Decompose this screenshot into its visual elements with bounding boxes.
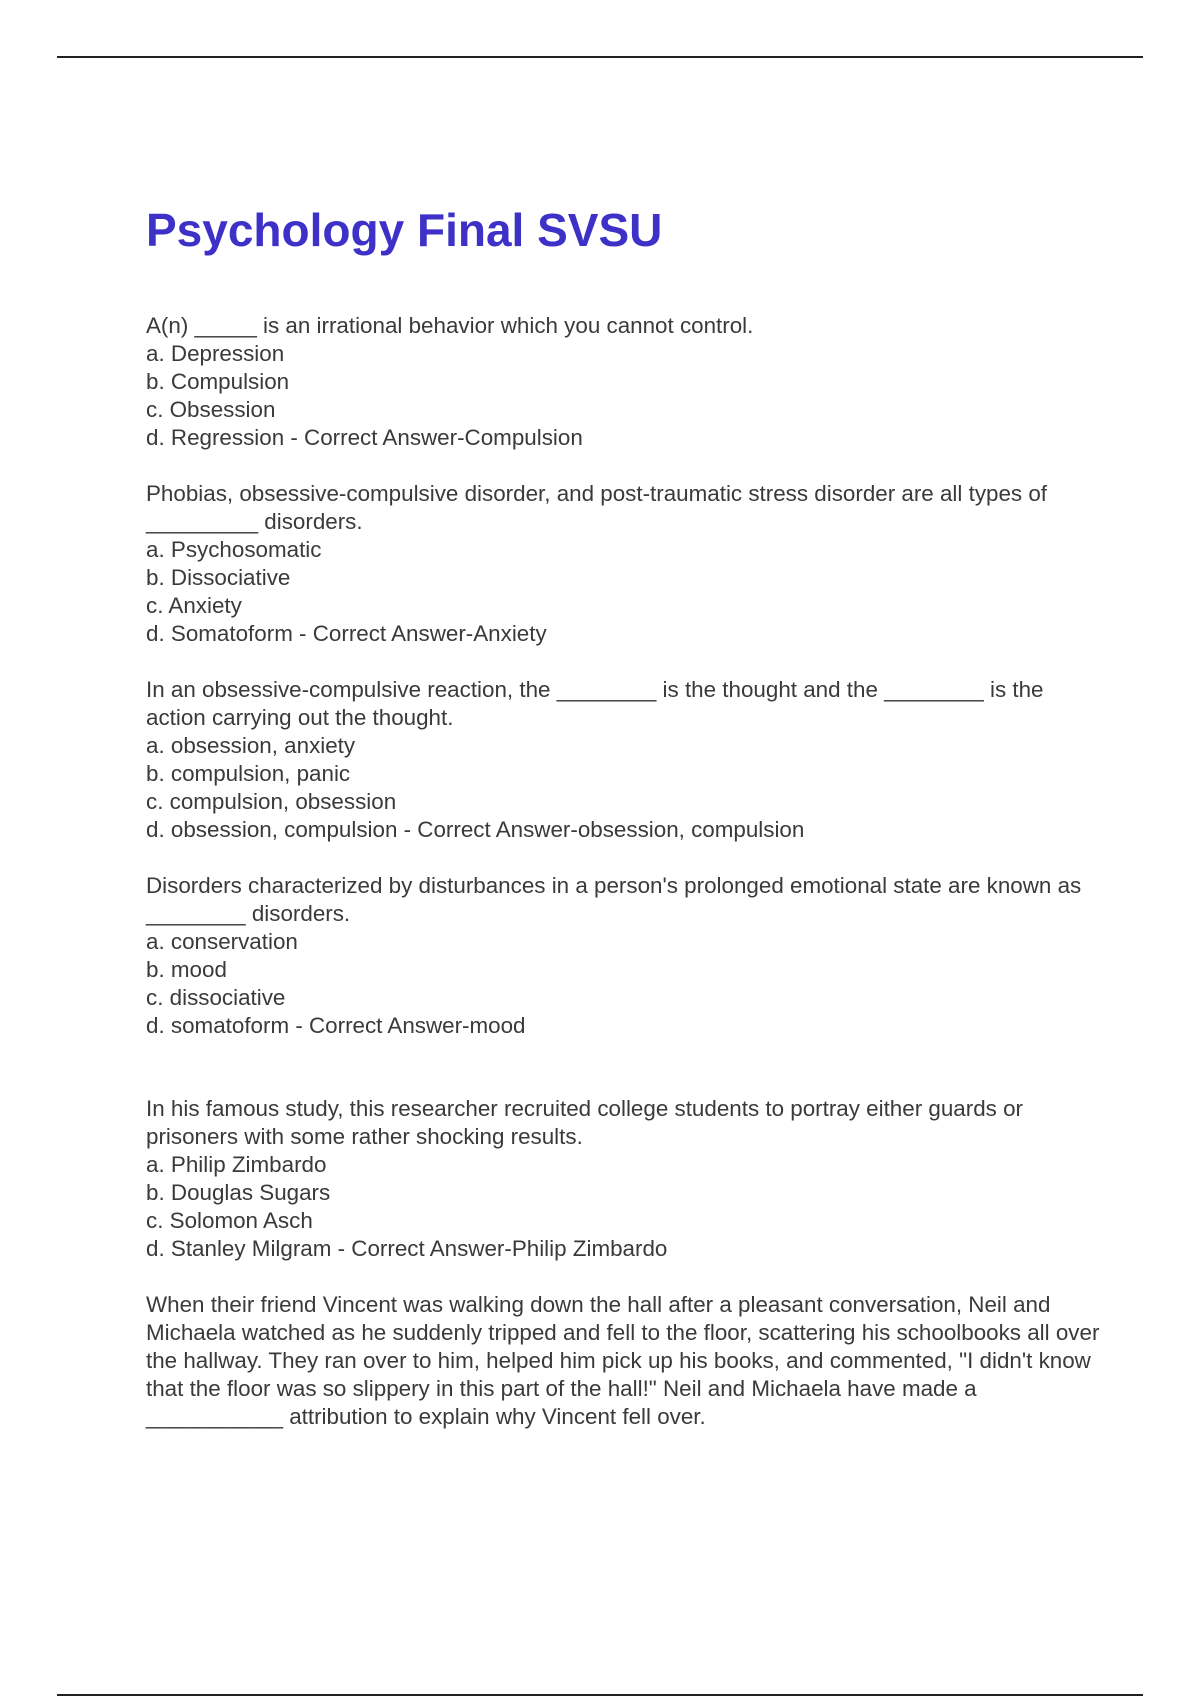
question-stem: When their friend Vincent was walking down the hall after a pleasant conversation, Neil and Michaela watched as he suddenly tripped and fell to the floor, scattering his schoolbooks all over the hallway. They ran over to him, helped him pick up his books, and commented, "I didn't know that the floor was so slippery in this part of the hall!" Neil and Michaela have made a ___________ attribution to explain why Vincent fell over.: [146, 1292, 1100, 1429]
answer-option: a. Psychosomatic: [146, 537, 322, 562]
question-4: [146, 872, 1106, 1040]
answer-option-with-correct-answer: d. obsession, compulsion - Correct Answer-obsession, compulsion: [146, 817, 805, 842]
answer-option: a. Depression: [146, 341, 285, 366]
answer-option-with-correct-answer: d. Somatoform - Correct Answer-Anxiety: [146, 621, 547, 646]
answer-option: b. Compulsion: [146, 369, 290, 394]
question-stem: In an obsessive-compulsive reaction, the ________ is the thought and the ________ is the action carrying out the thought.: [146, 677, 1044, 730]
answer-option: b. compulsion, panic: [146, 761, 351, 786]
answer-option: b. Dissociative: [146, 565, 291, 590]
question-2: [146, 480, 1106, 648]
question-1: [146, 312, 1106, 452]
question-list: [146, 312, 1106, 1431]
answer-option-with-correct-answer: d. somatoform - Correct Answer-mood: [146, 1013, 526, 1038]
answer-option: b. mood: [146, 957, 227, 982]
bottom-rule: [57, 1694, 1143, 1696]
top-rule: [57, 56, 1143, 58]
answer-option: c. Anxiety: [146, 593, 242, 618]
answer-option: a. Philip Zimbardo: [146, 1152, 327, 1177]
answer-option: c. Solomon Asch: [146, 1208, 313, 1233]
question-stem: In his famous study, this researcher recruited college students to portray either guards or prisoners with some rather shocking results.: [146, 1096, 1023, 1149]
question-stem: A(n) _____ is an irrational behavior which you cannot control.: [146, 313, 754, 338]
page-title: Psychology Final SVSU: [146, 204, 663, 256]
question-stem: Phobias, obsessive-compulsive disorder, and post-traumatic stress disorder are all types of _________ disorders.: [146, 481, 1048, 534]
answer-option-with-correct-answer: d. Regression - Correct Answer-Compulsion: [146, 425, 583, 450]
question-stem: Disorders characterized by disturbances in a person's prolonged emotional state are known as ________ disorders.: [146, 873, 1082, 926]
answer-option: a. obsession, anxiety: [146, 733, 356, 758]
answer-option: c. compulsion, obsession: [146, 789, 397, 814]
answer-option: c. Obsession: [146, 397, 276, 422]
answer-option: a. conservation: [146, 929, 298, 954]
question-3: [146, 676, 1106, 844]
answer-option: c. dissociative: [146, 985, 286, 1010]
question-5: [146, 1095, 1106, 1263]
question-6: [146, 1291, 1106, 1431]
answer-option-with-correct-answer: d. Stanley Milgram - Correct Answer-Philip Zimbardo: [146, 1236, 668, 1261]
answer-option: b. Douglas Sugars: [146, 1180, 331, 1205]
